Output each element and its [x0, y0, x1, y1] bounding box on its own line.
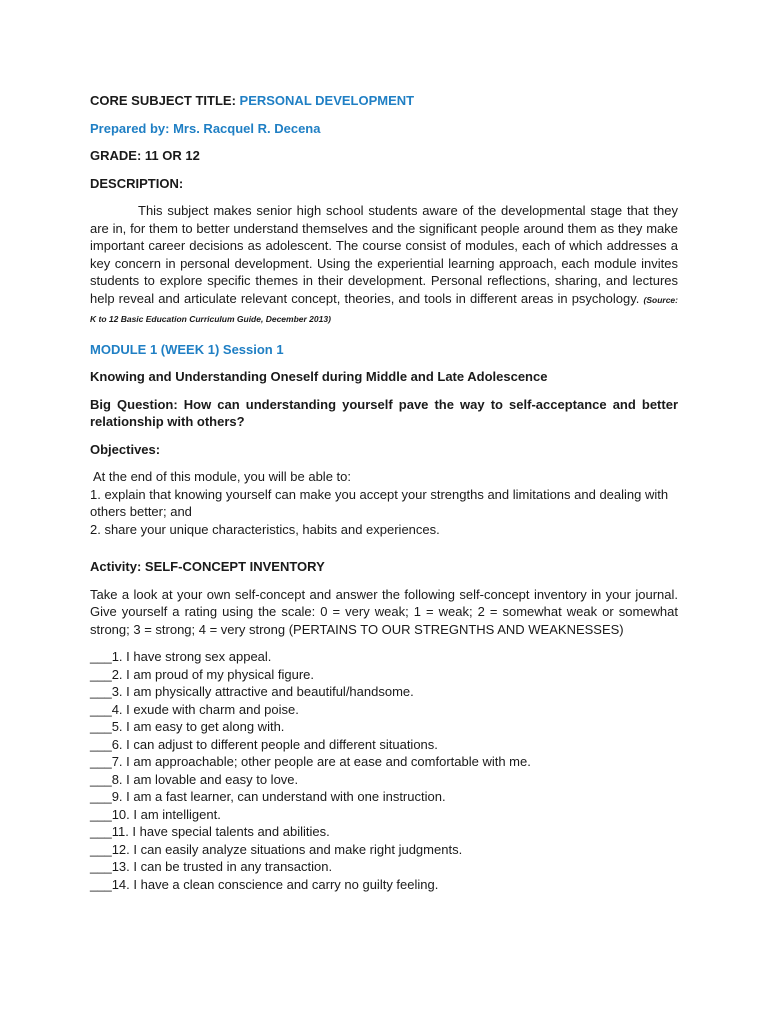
inventory-item	[90, 788, 678, 806]
rating-blank[interactable]: ___	[90, 789, 112, 804]
rating-blank[interactable]: ___	[90, 771, 112, 787]
description-text: This subject makes senior high school students aware of the developmental stage that they are in, for them to better understand themselves and the significant people around them as they make important career decisions as adolescent. The course consist of modules, each of which addresses a key concern in personal development. Using the experiential learning approach, each module invites students to explore specific themes in their development. Personal reflections, sharing, and lectures help reveal and articulate relevant concept, theories, and tools in different areas in psychology.	[90, 203, 678, 306]
inventory-item-text: 8. I am lovable and easy to love.	[111, 771, 299, 787]
inventory-item-text: 5. I am easy to get along with.	[111, 719, 285, 734]
inventory-item	[90, 876, 678, 894]
activity-instructions: Take a look at your own self-concept and answer the following self-concept inventory in your journal. Give yourself a rating using the scale: 0 = very weak; 1 = weak; 2 = somewhat weak or somewhat strong; 3 = strong; 4 = very strong (PERTAINS TO OUR STREGNTHS AND WEAKNESSES)	[90, 586, 678, 637]
grade-level: GRADE: 11 OR 12	[90, 148, 200, 163]
rating-blank[interactable]: ___	[90, 701, 112, 717]
inventory-item	[90, 666, 678, 684]
inventory-item-text: 3. I am physically attractive and beautiful/handsome.	[111, 684, 414, 699]
inventory-item	[90, 718, 678, 736]
inventory-item	[90, 736, 678, 754]
inventory-item-text: 1. I have strong sex appeal.	[111, 649, 272, 664]
inventory-item	[90, 823, 678, 841]
inventory-item-text: 13. I can be trusted in any transaction.	[111, 859, 333, 874]
rating-blank[interactable]: ___	[90, 824, 112, 839]
rating-blank[interactable]: ___	[90, 806, 112, 822]
objectives-list	[90, 468, 678, 538]
inventory-item	[90, 806, 678, 824]
inventory-item-text: 14. I have a clean conscience and carry no guilty feeling.	[111, 876, 439, 892]
inventory-list	[90, 648, 678, 893]
rating-blank[interactable]: ___	[90, 876, 112, 892]
description-paragraph	[90, 202, 678, 329]
inventory-item-text: 2. I am proud of my physical figure.	[111, 666, 315, 682]
inventory-item	[90, 858, 678, 876]
rating-blank[interactable]: ___	[90, 736, 112, 752]
document-page	[90, 92, 678, 893]
inventory-item	[90, 701, 678, 719]
module-topic: Knowing and Understanding Oneself during Middle and Late Adolescence	[90, 369, 548, 384]
inventory-item	[90, 648, 678, 666]
inventory-item-text: 11. I have special talents and abilities.	[111, 824, 330, 839]
core-subject-value: PERSONAL DEVELOPMENT	[239, 93, 415, 108]
objectives-intro: At the end of this module, you will be able to:	[93, 469, 351, 484]
big-question: Big Question: How can understanding yourself pave the way to self-acceptance and better relationship with others?	[90, 396, 678, 429]
activity-heading: Activity: SELF-CONCEPT INVENTORY	[90, 559, 325, 574]
description-heading: DESCRIPTION:	[90, 175, 184, 191]
inventory-item-text: 7. I am approachable; other people are at ease and comfortable with me.	[111, 754, 531, 769]
inventory-item	[90, 841, 678, 859]
objectives-heading: Objectives:	[90, 441, 161, 457]
inventory-item	[90, 753, 678, 771]
rating-blank[interactable]: ___	[90, 719, 112, 734]
inventory-item-text: 6. I can adjust to different people and different situations.	[111, 736, 438, 752]
prepared-by: Prepared by: Mrs. Racquel R. Decena	[90, 120, 321, 136]
inventory-item-text: 9. I am a fast learner, can understand with one instruction.	[111, 789, 446, 804]
rating-blank[interactable]: ___	[90, 841, 112, 857]
objective-item: 1. explain that knowing yourself can make you accept your strengths and limitations and dealing with others better; and	[90, 486, 669, 519]
rating-blank[interactable]: ___	[90, 754, 112, 769]
rating-blank[interactable]: ___	[90, 859, 112, 874]
rating-blank[interactable]: ___	[90, 649, 112, 664]
inventory-item-text: 4. I exude with charm and poise.	[111, 701, 299, 717]
inventory-item-text: 10. I am intelligent.	[111, 806, 221, 822]
inventory-item	[90, 771, 678, 789]
core-subject-title	[90, 92, 678, 110]
objective-item: 2. share your unique characteristics, habits and experiences.	[90, 521, 440, 537]
inventory-item	[90, 683, 678, 701]
rating-blank[interactable]: ___	[90, 684, 112, 699]
rating-blank[interactable]: ___	[90, 666, 112, 682]
source-citation: (Source: K to 12 Basic Education Curriculum Guide, December 2013)	[90, 294, 678, 324]
core-subject-label: CORE SUBJECT TITLE:	[90, 93, 236, 108]
inventory-item-text: 12. I can easily analyze situations and make right judgments.	[111, 841, 463, 857]
module-heading: MODULE 1 (WEEK 1) Session 1	[90, 341, 284, 357]
